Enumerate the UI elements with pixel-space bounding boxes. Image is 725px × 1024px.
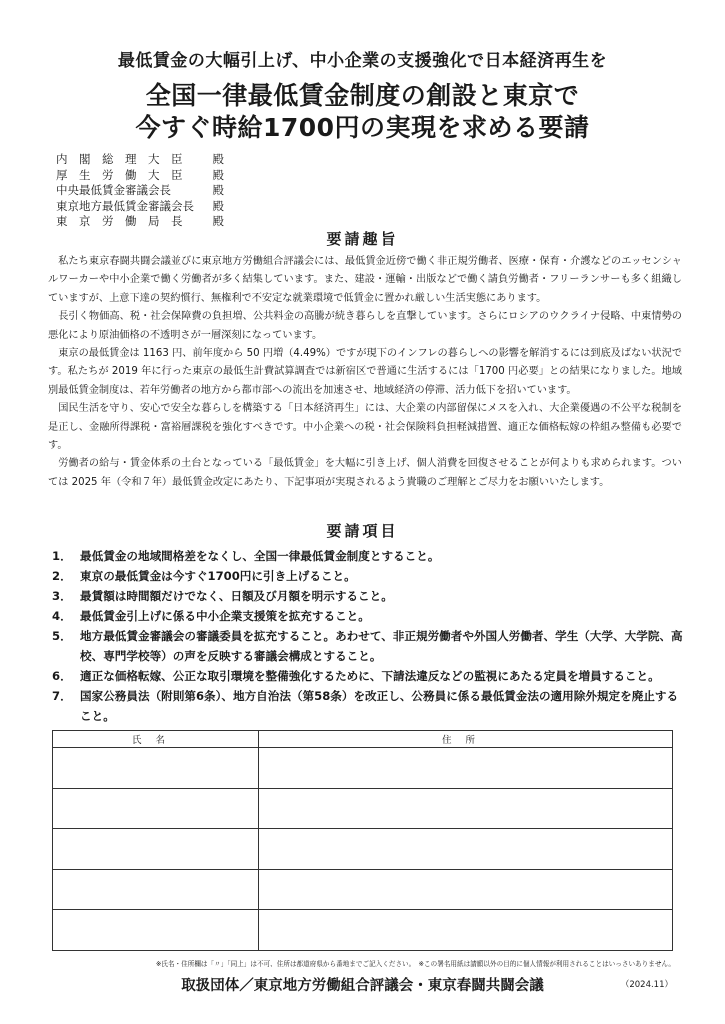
address-cell[interactable] (259, 748, 673, 789)
request-number: 4． (52, 609, 72, 623)
page-title-line2: 今すぐ時給1700円の実現を求める要請 (135, 113, 590, 142)
request-text: 東京の最低賃金は今すぐ1700円に引き上げること。 (80, 569, 356, 583)
addressee-item (56, 183, 224, 199)
request-text: 最賃額は時間額だけでなく、日額及び月額を明示すること。 (80, 589, 393, 603)
addressee-name: 東京地方最低賃金審議会長 (56, 198, 194, 213)
request-item (50, 586, 686, 606)
footnote: ※氏名・住所欄は「〃」「同上」は不可、住所は都道府県から番地までご記入ください。 ※この署名用紙は請願以外の目的に個人情報が利用されることはいっさいありません。 (155, 960, 675, 968)
purpose-paragraph: 国民生活を守り、安心で安全な暮らしを構築する「日本経済再生」には、大企業の内部留保にメスを入れ、大企業優遇の不公平な税制を是正し、金融所得課税・富裕層課税を強化すべきです。中小企業への税・社会保険料負担軽減措置、適正な価格転嫁の枠組み整備も必要です。 (48, 403, 682, 452)
requests-heading: 要請項目 (326, 522, 399, 540)
request-item (50, 686, 686, 726)
request-item (50, 626, 686, 666)
name-cell[interactable] (53, 829, 259, 870)
purpose-paragraph: 私たち東京春闘共闘会議並びに東京地方労働組合評議会には、最低賃金近傍で働く非正規労働者、医療・保育・介護などのエッセンシャルワーカーや中小企業で働く労働者が多く結集しています。また、建設・運輸・出版などで働く請負労働者・フリーランサーも多く組織していますが、上意下達の契約慣行、無権利で不安定な就業環境で低賃金に置かれ厳しい生活実態にあります。 (48, 256, 682, 304)
name-cell[interactable] (53, 748, 259, 789)
purpose-body (48, 253, 682, 492)
page-subtitle: 最低賃金の大幅引上げ、中小企業の支援強化で日本経済再生を (117, 51, 608, 71)
addressee-honorific: 殿 (212, 167, 224, 182)
purpose-heading: 要請趣旨 (326, 230, 399, 248)
addressee-item (56, 199, 224, 215)
request-text: 地方最低賃金審議会の審議委員を拡充すること。あわせて、非正規労働者や外国人労働者、学生（大学、大学院、高校、専門学校等）の声を反映する審議会構成とすること。 (80, 629, 683, 663)
request-text: 最低賃金の地域間格差をなくし、全国一律最低賃金制度とすること。 (80, 549, 440, 563)
address-cell[interactable] (259, 869, 673, 910)
signature-row (53, 788, 673, 829)
signature-row (53, 829, 673, 870)
request-number: 2． (52, 569, 72, 583)
request-number: 7． (52, 689, 72, 703)
purpose-paragraph: 長引く物価高、税・社会保障費の負担増、公共料金の高騰が続き暮らしを直撃しています。さらにロシアのウクライナ侵略、中東情勢の悪化により原油価格の不透明さが一層深刻になっています。 (48, 311, 682, 341)
signature-header-row (53, 731, 673, 748)
request-text: 国家公務員法（附則第6条）、地方自治法（第58条）を改正し、公務員に係る最低賃金法の適用除外規定を廃止すること。 (80, 689, 679, 723)
request-list (50, 546, 686, 726)
addressee-honorific: 殿 (212, 183, 224, 197)
addressee-item (56, 168, 224, 184)
addressee-name: 内 閣 総 理 大 臣 (56, 152, 183, 166)
addressee-name: 厚 生 労 働 大 臣 (56, 167, 183, 182)
name-cell[interactable] (53, 910, 259, 951)
addressee-honorific: 殿 (212, 198, 224, 213)
request-text: 適正な価格転嫁、公正な取引環境を整備強化するために、下請法違反などの監視にあたる定員を増員すること。 (80, 669, 660, 683)
name-column-header: 氏名 (53, 731, 259, 748)
page-title-line1: 全国一律最低賃金制度の創設と東京で (145, 81, 580, 110)
request-number: 3． (52, 589, 72, 603)
signature-row (53, 869, 673, 910)
signature-row (53, 910, 673, 951)
request-number: 1． (52, 549, 72, 563)
address-cell[interactable] (259, 829, 673, 870)
purpose-paragraph: 東京の最低賃金は 1163 円、前年度から 50 円増（4.49%）ですが現下のインフレの暮らしへの影響を解消するには到底及ばない状況です。私たちが 2019 年に行った東京の最低生計費試算調査では新宿区で普通に生活するには「1700 円必要」との結果になりました。地域別最低賃金制度は、若年労働者の地方から都市部への流出を加速させ、地域経済の停滞、活力低下を招いています。 (48, 348, 682, 396)
request-text: 最低賃金引上げに係る中小企業支援策を拡充すること。 (80, 609, 370, 623)
request-item (50, 606, 686, 626)
addressee-name: 中央最低賃金審議会長 (56, 183, 171, 197)
request-item (50, 566, 686, 586)
addressee-honorific: 殿 (212, 152, 224, 166)
purpose-paragraph: 労働者の給与・賃金体系の土台となっている「最低賃金」を大幅に引き上げ、個人消費を回復させることが何よりも求められます。ついては 2025 年（令和７年）最低賃金改定にあたり、下記事項が実現されるよう貴職のご理解とご尽力をお願いいたします。 (48, 458, 682, 488)
request-item (50, 666, 686, 686)
addressee-item (56, 152, 224, 168)
signature-table (52, 730, 673, 951)
request-item (50, 546, 686, 566)
issue-date: （2024.11） (620, 980, 673, 990)
name-cell[interactable] (53, 788, 259, 829)
organizer-footer: 取扱団体／東京地方労働組合評議会・東京春闘共闘会議 (181, 978, 544, 994)
address-cell[interactable] (259, 910, 673, 951)
request-number: 6． (52, 669, 72, 683)
addressee-list (56, 152, 224, 230)
name-cell[interactable] (53, 869, 259, 910)
address-cell[interactable] (259, 788, 673, 829)
address-column-header: 住所 (259, 731, 673, 748)
request-number: 5． (52, 629, 72, 643)
addressee-name: 東 京 労 働 局 長 (56, 214, 183, 228)
addressee-honorific: 殿 (212, 214, 224, 228)
signature-row (53, 748, 673, 789)
